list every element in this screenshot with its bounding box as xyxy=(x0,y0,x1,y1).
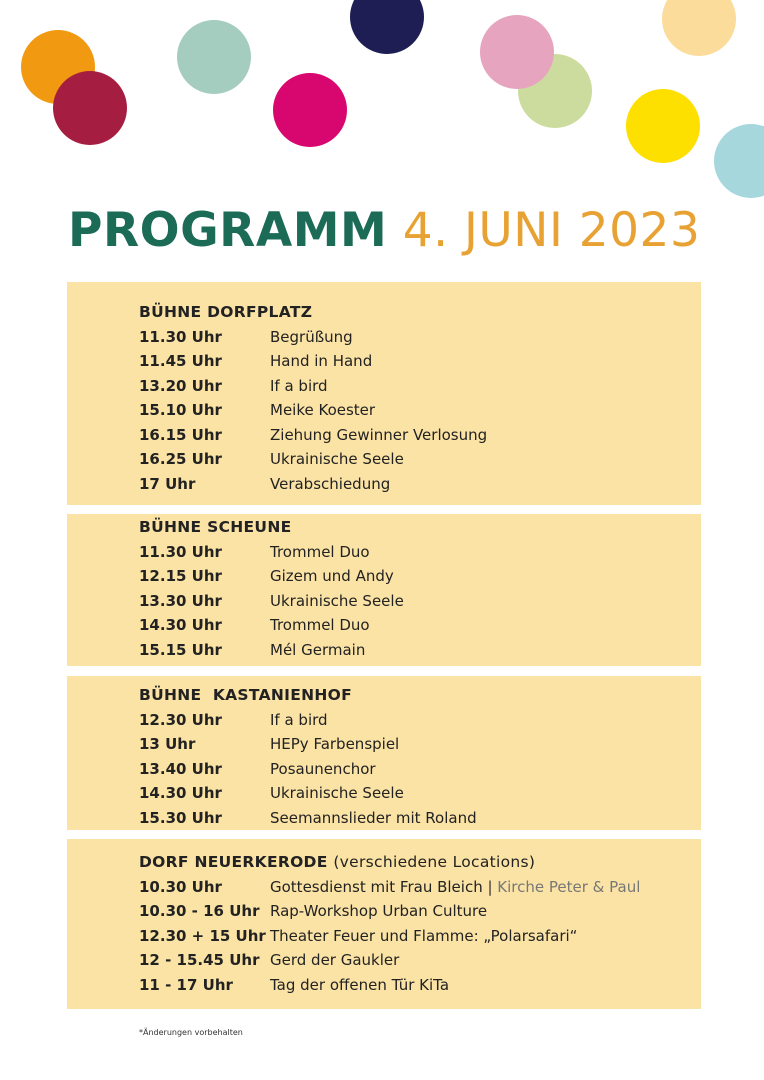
section-heading xyxy=(139,850,701,875)
row-act: Verabschiedung xyxy=(270,474,391,493)
row-time: 13.30 Uhr xyxy=(139,591,222,610)
row-time: 11 - 17 Uhr xyxy=(139,975,233,994)
schedule-row xyxy=(139,638,701,663)
title-date: 4. JUNI 2023 xyxy=(402,203,701,258)
schedule-row xyxy=(139,924,701,949)
schedule-row xyxy=(139,325,701,350)
footnote: *Änderungen vorbehalten xyxy=(139,1028,243,1037)
light-blue-dot xyxy=(714,124,764,198)
row-time: 11.30 Uhr xyxy=(139,542,222,561)
row-act: Rap-Workshop Urban Culture xyxy=(270,902,488,920)
row-act: Hand in Hand xyxy=(270,352,373,370)
row-time: 13.20 Uhr xyxy=(139,376,222,395)
burgundy-dot xyxy=(53,71,127,145)
schedule-row xyxy=(139,899,701,924)
row-time: 15.15 Uhr xyxy=(139,640,222,659)
section-buehne-scheune xyxy=(67,514,701,666)
peach-dot xyxy=(662,0,736,56)
row-location: Kirche Peter & Paul xyxy=(497,877,641,896)
section-heading: BÜHNE DORFPLATZ xyxy=(139,303,313,321)
row-act: Mél Germain xyxy=(270,640,366,659)
row-act: Gizem und Andy xyxy=(270,567,394,585)
row-act: Ukrainische Seele xyxy=(270,784,404,802)
schedule-row xyxy=(139,374,701,399)
row-act: Ukrainische Seele xyxy=(270,591,404,610)
schedule-row xyxy=(139,948,701,973)
row-act: Ukrainische Seele xyxy=(270,450,404,468)
row-time: 15.10 Uhr xyxy=(139,401,222,419)
row-time: 12.30 + 15 Uhr xyxy=(139,926,266,945)
row-act: Theater Feuer und Flamme: „Polarsafari“ xyxy=(270,926,578,945)
section-heading: BÜHNE SCHEUNE xyxy=(139,518,292,536)
row-time: 16.15 Uhr xyxy=(139,425,222,444)
row-time: 12.30 Uhr xyxy=(139,710,222,729)
schedule-row xyxy=(139,973,701,998)
section-heading-title: DORF NEUERKERODE xyxy=(139,853,328,871)
row-time: 13 Uhr xyxy=(139,735,196,753)
row-time: 12.15 Uhr xyxy=(139,567,222,585)
row-time: 17 Uhr xyxy=(139,474,196,493)
yellow-dot xyxy=(626,89,700,163)
section-buehne-kastanienhof xyxy=(67,676,701,830)
row-act: Seemannslieder mit Roland xyxy=(270,808,477,827)
magenta-dot xyxy=(273,73,347,147)
schedule-row xyxy=(139,757,701,782)
row-time: 14.30 Uhr xyxy=(139,784,222,802)
row-act: Gerd der Gaukler xyxy=(270,951,400,969)
schedule-row xyxy=(139,423,701,448)
navy-dot xyxy=(350,0,424,54)
row-act: HEPy Farbenspiel xyxy=(270,735,400,753)
row-separator: | xyxy=(482,877,498,896)
row-act: Trommel Duo xyxy=(270,542,370,561)
schedule-row xyxy=(139,589,701,614)
row-time: 13.40 Uhr xyxy=(139,759,222,778)
row-time: 15.30 Uhr xyxy=(139,808,222,827)
section-heading-suffix: (verschiedene Locations) xyxy=(333,853,536,871)
schedule-row xyxy=(139,472,701,497)
row-time: 16.25 Uhr xyxy=(139,450,222,468)
section-buehne-dorfplatz xyxy=(67,282,701,505)
row-time: 10.30 - 16 Uhr xyxy=(139,902,260,920)
row-time: 12 - 15.45 Uhr xyxy=(139,951,260,969)
schedule-row xyxy=(139,540,701,565)
row-time: 11.30 Uhr xyxy=(139,327,222,346)
schedule-row xyxy=(139,806,701,831)
row-time: 14.30 Uhr xyxy=(139,616,222,634)
schedule-row xyxy=(139,708,701,733)
row-act: Meike Koester xyxy=(270,401,376,419)
row-act: If a bird xyxy=(270,376,328,395)
row-act xyxy=(270,875,640,900)
schedule-row xyxy=(139,875,701,900)
schedule-row xyxy=(139,732,701,757)
row-time: 11.45 Uhr xyxy=(139,352,222,370)
schedule-row xyxy=(139,564,701,589)
title-main: PROGRAMM xyxy=(68,203,388,258)
schedule-row xyxy=(139,349,701,374)
schedule-row xyxy=(139,398,701,423)
pink-dot xyxy=(480,15,554,89)
sage-dot xyxy=(177,20,251,94)
row-act-text: Gottesdienst mit Frau Bleich xyxy=(270,877,483,896)
schedule-row xyxy=(139,447,701,472)
schedule-row xyxy=(139,613,701,638)
row-act: Tag der offenen Tür KiTa xyxy=(270,975,450,994)
row-act: Ziehung Gewinner Verlosung xyxy=(270,425,488,444)
row-time: 10.30 Uhr xyxy=(139,877,222,896)
section-dorf-neuerkerode xyxy=(67,839,701,1009)
page-title xyxy=(68,203,700,258)
row-act: Posaunenchor xyxy=(270,759,376,778)
section-heading: BÜHNE KASTANIENHOF xyxy=(139,686,352,704)
schedule-row xyxy=(139,781,701,806)
row-act: Begrüßung xyxy=(270,327,353,346)
row-act: If a bird xyxy=(270,710,328,729)
row-act: Trommel Duo xyxy=(270,616,370,634)
